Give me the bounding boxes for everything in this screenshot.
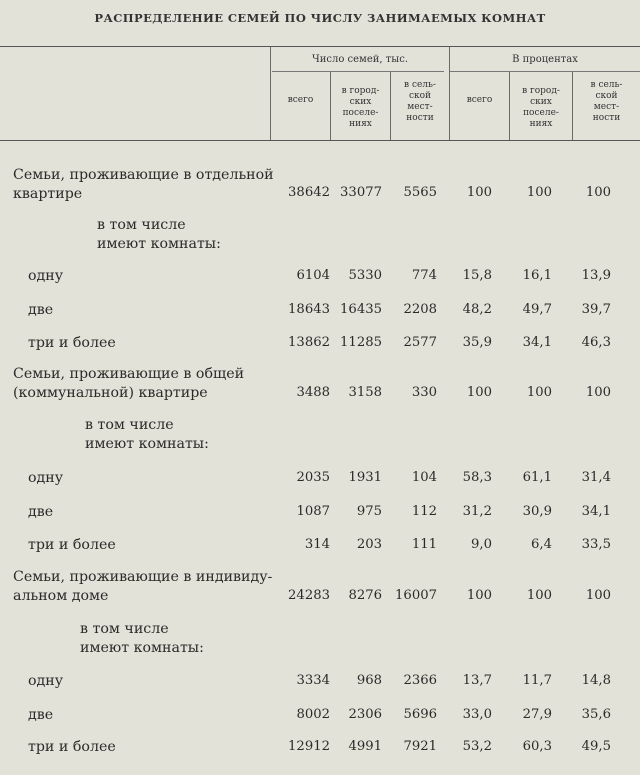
row-label: две [28, 707, 54, 723]
value-cell: 3158 [348, 385, 382, 400]
value-cell: 13,7 [462, 673, 492, 688]
row-label: три и более [28, 335, 116, 351]
value-cell: 38642 [288, 185, 330, 200]
value-cell: 6104 [296, 268, 330, 283]
value-cell: 4991 [348, 739, 382, 754]
value-cell: 2035 [296, 470, 330, 485]
value-cell: 330 [411, 385, 437, 400]
header-group-count: Число семей, тыс. [311, 54, 409, 65]
value-cell: 5565 [403, 185, 437, 200]
header-col-total: всего [287, 95, 314, 105]
group-rule-right [449, 71, 640, 72]
value-cell: 24283 [288, 588, 330, 603]
value-cell: 1931 [348, 470, 382, 485]
value-cell: 48,2 [462, 302, 492, 317]
row-label: три и более [28, 537, 116, 553]
value-cell: 33,5 [581, 537, 611, 552]
value-cell: 3488 [296, 385, 330, 400]
header-col-rural-pct: в сель- ской мест- ности [590, 80, 623, 123]
group-rule-left [272, 71, 444, 72]
value-cell: 12912 [288, 739, 330, 754]
value-cell: 49,7 [522, 302, 552, 317]
value-cell: 61,1 [522, 470, 552, 485]
value-cell: 100 [526, 588, 552, 603]
value-cell: 6,4 [531, 537, 552, 552]
value-cell: 774 [411, 268, 437, 283]
value-cell: 13862 [288, 335, 330, 350]
value-cell: 100 [466, 385, 492, 400]
top-rule [0, 46, 640, 47]
value-cell: 1087 [296, 504, 330, 519]
value-cell: 2577 [403, 335, 437, 350]
value-cell: 34,1 [522, 335, 552, 350]
table-title: РАСПРЕДЕЛЕНИЕ СЕМЕЙ ПО ЧИСЛУ ЗАНИМАЕМЫХ КОМНАТ [94, 11, 546, 25]
row-label: одну [28, 268, 64, 284]
value-cell: 100 [585, 185, 611, 200]
value-cell: 104 [411, 470, 437, 485]
section-label: Семьи, проживающие в индивиду- альном доме [13, 569, 273, 604]
value-cell: 58,3 [462, 470, 492, 485]
value-cell: 100 [585, 385, 611, 400]
value-cell: 31,2 [462, 504, 492, 519]
value-cell: 18643 [288, 302, 330, 317]
header-bottom-rule [0, 140, 640, 141]
value-cell: 5330 [348, 268, 382, 283]
value-cell: 314 [304, 537, 330, 552]
value-cell: 2306 [348, 707, 382, 722]
value-cell: 2366 [403, 673, 437, 688]
value-cell: 15,8 [462, 268, 492, 283]
section-label: Семьи, проживающие в отдельной квартире [13, 167, 274, 202]
header-col-urban-pct: в город- ских поселе- ниях [522, 86, 560, 129]
header-group-percent: В процентах [512, 54, 578, 65]
value-cell: 8002 [296, 707, 330, 722]
value-cell: 34,1 [581, 504, 611, 519]
value-cell: 30,9 [522, 504, 552, 519]
value-cell: 11285 [340, 335, 382, 350]
value-cell: 111 [411, 537, 437, 552]
value-cell: 3334 [296, 673, 330, 688]
value-cell: 100 [466, 185, 492, 200]
section-label: Семьи, проживающие в общей (коммунальной) квартире [13, 366, 245, 401]
value-cell: 968 [356, 673, 382, 688]
value-cell: 13,9 [581, 268, 611, 283]
value-cell: 35,9 [462, 335, 492, 350]
value-cell: 11,7 [522, 673, 552, 688]
value-cell: 7921 [403, 739, 437, 754]
value-cell: 100 [526, 185, 552, 200]
value-cell: 100 [466, 588, 492, 603]
value-cell: 100 [585, 588, 611, 603]
sub-label: в том числе имеют комнаты: [97, 217, 221, 252]
value-cell: 112 [411, 504, 437, 519]
row-label: одну [28, 673, 64, 689]
value-cell: 203 [356, 537, 382, 552]
value-cell: 46,3 [581, 335, 611, 350]
value-cell: 16435 [340, 302, 382, 317]
value-cell: 16,1 [522, 268, 552, 283]
value-cell: 49,5 [581, 739, 611, 754]
value-cell: 39,7 [581, 302, 611, 317]
sub-label: в том числе имеют комнаты: [85, 417, 209, 452]
header-col-rural: в сель- ской мест- ности [404, 80, 436, 123]
row-label: две [28, 504, 54, 520]
value-cell: 975 [356, 504, 382, 519]
value-cell: 33077 [340, 185, 382, 200]
value-cell: 31,4 [581, 470, 611, 485]
value-cell: 33,0 [462, 707, 492, 722]
row-label: одну [28, 470, 64, 486]
sub-label: в том числе имеют комнаты: [80, 621, 204, 656]
row-label: три и более [28, 739, 116, 755]
row-label: две [28, 302, 54, 318]
header-col-urban: в город- ских поселе- ниях [341, 86, 380, 129]
value-cell: 16007 [395, 588, 437, 603]
value-cell: 100 [526, 385, 552, 400]
value-cell: 14,8 [581, 673, 611, 688]
value-cell: 9,0 [471, 537, 492, 552]
value-cell: 53,2 [462, 739, 492, 754]
value-cell: 2208 [403, 302, 437, 317]
value-cell: 27,9 [522, 707, 552, 722]
value-cell: 35,6 [581, 707, 611, 722]
value-cell: 60,3 [522, 739, 552, 754]
value-cell: 8276 [348, 588, 382, 603]
value-cell: 5696 [403, 707, 437, 722]
header-col-total-pct: всего [466, 95, 493, 105]
